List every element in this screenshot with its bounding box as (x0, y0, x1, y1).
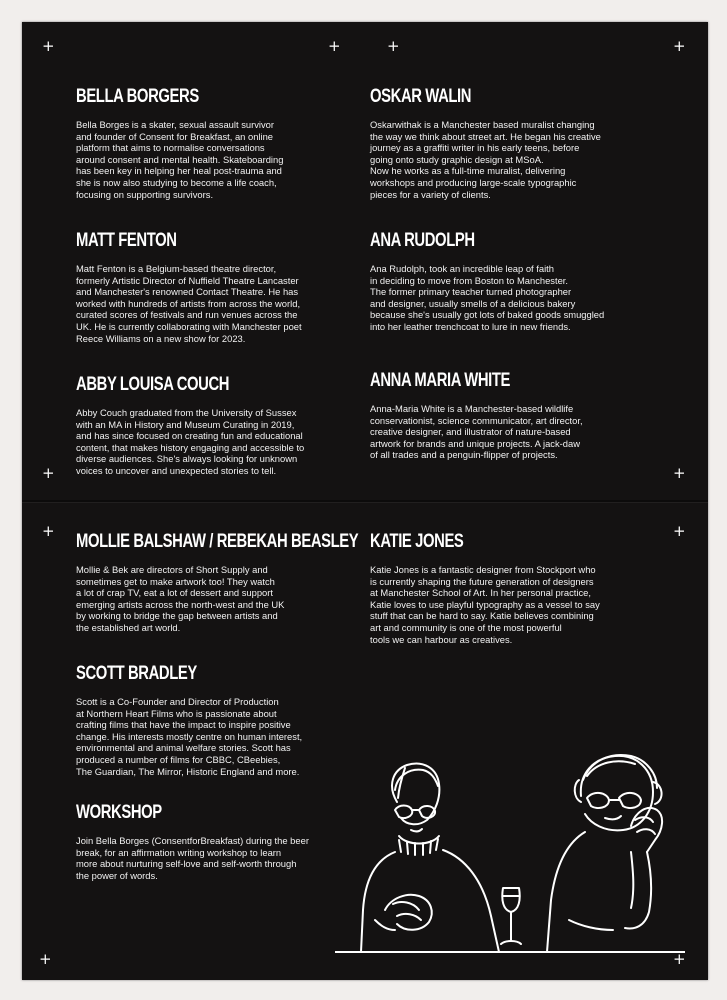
crop-mark-icon: + (42, 37, 55, 55)
bio-text: Mollie & Bek are directors of Short Supply and sometimes get to make artwork too! They watch a lot of crap TV, eat a lot of dessert and support emerging artists across the north-west and the UK by working to bridge the gap between artists and the established art world. (76, 564, 285, 633)
fold-line (22, 500, 708, 502)
bio-matt-fenton (76, 230, 321, 344)
crop-mark-icon: + (39, 950, 52, 968)
bio-katie-jones (370, 531, 620, 645)
bio-heading: ANA RUDOLPH (370, 230, 475, 251)
workshop-heading: WORKSHOP (76, 802, 162, 823)
bio-bella-borges (76, 86, 321, 200)
bio-heading: SCOTT BRADLEY (76, 663, 197, 684)
bio-oskar-walin (370, 86, 620, 200)
bio-text: Scott is a Co-Founder and Director of Production at Northern Heart Films who is passionate about crafting films that have the impact to inspire positive change. His interests mostly centre on human interest, environmental and animal welfare stories. Scott has produced a number of films for CBBC, CBeebies, The Guardian, The Mirror, Historic England and more. (76, 696, 303, 777)
bio-text: Matt Fenton is a Belgium-based theatre director, formerly Artistic Director of Nuffield Theatre Lancaster and Manchester's renowned Contact Theatre. He has worked with hundreds of artists from across the world, curated scores of festivals and run venues across the UK. He is currently collaborating with Manchester poet Reece Williams on a new show for 2023. (76, 263, 302, 344)
bio-heading: ANNA MARIA WHITE (370, 370, 511, 391)
crop-mark-icon: + (673, 464, 686, 482)
bio-text: Ana Rudolph, took an incredible leap of faith in deciding to move from Boston to Manchester. The former primary teacher turned photographer and designer, usually smells of a delicious bakery because she's usually got lots of baked goods smuggled into her leather trenchcoat to lure in new friends. (370, 263, 605, 332)
bio-text: Bella Borges is a skater, sexual assault survivor and founder of Consent for Breakfast, an online platform that aims to normalise conversations around consent and mental health. Skateboarding has been key in helping her heal post-trauma and she is now also studying to become a life coach, focusing on supporting survivors. (76, 119, 284, 200)
bio-mollie-rebekah (76, 531, 359, 634)
bio-ana-rudolph (370, 230, 620, 333)
bio-heading: MOLLIE BALSHAW / REBEKAH BEASLEY (76, 531, 359, 552)
bio-heading: MATT FENTON (76, 230, 177, 251)
bio-heading: OSKAR WALIN (370, 86, 472, 107)
bio-text: Oskarwithak is a Manchester based muralist changing the way we think about street art. He began his creative journey as a graffiti writer in his early teens, before going onto study graphic design at MSoA. Now he works as a full-time muralist, delivering workshops and producing large-scale typographic pieces for a variety of clients. (370, 119, 601, 200)
crop-mark-icon: + (673, 37, 686, 55)
crop-mark-icon: + (387, 37, 400, 55)
bio-heading: KATIE JONES (370, 531, 464, 552)
bio-text: Katie Jones is a fantastic designer from Stockport who is currently shaping the future generation of designers at Manchester School of Art. In her personal practice, Katie loves to use playful typography as a vessel to say stuff that can be hard to say. Katie believes combining art and community is one of the most powerful tools we can harbour as creatives. (370, 564, 600, 645)
bio-scott-bradley (76, 663, 321, 777)
crop-mark-icon: + (673, 522, 686, 540)
crop-mark-icon: + (328, 37, 341, 55)
bio-heading: BELLA BORGERS (76, 86, 199, 107)
crop-mark-icon: + (42, 522, 55, 540)
bio-heading: ABBY LOUISA COUCH (76, 374, 230, 395)
bio-text: Abby Couch graduated from the University of Sussex with an MA in History and Museum Curating in 2019, and has since focused on creating fun and educational content, that makes history engaging and accessible to diverse audiences. She's always looking for unknown voices to uncover and unexpected stories to tell. (76, 407, 305, 476)
bio-anna-maria-white (370, 370, 620, 461)
bio-text: Anna-Maria White is a Manchester-based wildlife conservationist, science communicator, art director, creative designer, and illustrator of nature-based artwork for brands and unique projects. A jack-daw of all trades and a penguin-flipper of projects. (370, 403, 583, 461)
crop-mark-icon: + (673, 950, 686, 968)
workshop-text: Join Bella Borges (ConsentforBreakfast) during the beer break, for an affirmation writing workshop to learn more about nurturing self-love and self-worth through the power of words. (76, 835, 309, 881)
two-people-illustration (335, 740, 685, 955)
bio-abby-louisa-couch (76, 374, 321, 477)
workshop-info (76, 802, 321, 881)
crop-mark-icon: + (42, 464, 55, 482)
